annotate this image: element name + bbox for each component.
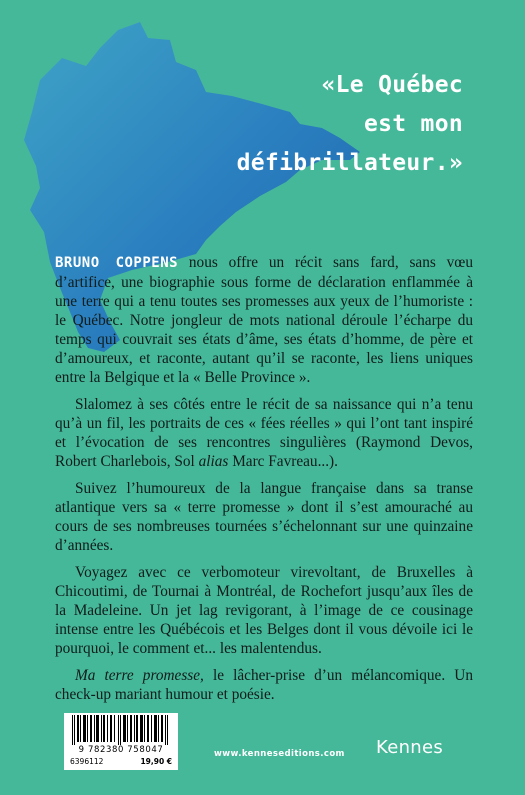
barcode-label [64,713,178,770]
barcode-codeline [70,757,172,766]
quote-line-2: est mon [363,111,463,137]
isbn-number: 9 782380 758047 [78,745,164,755]
book-title: Ma terre promesse, [75,667,204,684]
barcode-graphic [72,715,170,745]
author-name: BRUNO COPPENS [55,255,179,271]
paragraph-4: Voyagez avec ce verbomoteur virevoltant, de Bruxelles à Chicoutimi, de Tournai à Montréal, de Rochefort jusqu’aux îles de la Madeleine. Un jet lag revigorant, à l’image de ce cousinage intense entre les Québécois et les Belges dont il vous dévoile ici le pourquoi, le comment et... les malentendus. [55,564,473,657]
paragraph-3: Suivez l’humoureux de la langue française dans sa transe atlantique vers sa « terre promesse » dont il s’est amouraché au cours de ses nombreuses tournées s’échelonnant sur une quinzaine d’années. [55,480,473,554]
product-code: 6396112 [70,757,104,766]
blurb-text [55,253,473,712]
quote-line-3: défibrillateur.» [236,150,463,176]
publisher-website: www.kenneseditions.com [214,749,345,759]
paragraph-5: Ma terre promesse, le lâcher-prise d’un mélancomique. Un check-up mariant humour et poésie. [55,667,473,703]
publisher-logo: Kennes [376,737,444,758]
quote-line-1: «Le Québec [321,72,463,98]
paragraph-2: Slalomez à ses côtés entre le récit de sa naissance qui n’a tenu qu’à un fil, les portraits de ces « fées réelles » qui l’ont tant inspiré et l’évocation de ses rencontres singulières (Raymond Devos, Robert Charlebois, Sol alias Marc Favreau...). [55,396,473,470]
paragraph-1: BRUNO COPPENS nous offre un récit sans fard, sans vœu d’artifice, une biographie sous forme de déclaration enflammée à une terre qui a tenu toutes ses promesses aux yeux de l’humoriste : le Québec. Notre jongleur de mots national déroule l’écharpe du temps qui couvrait ses états d’âme, ses états d’homme, de père et d’amoureux, et raconte, autant qu’il se raconte, les liens uniques entre la Belgique et la « Belle Province ». [55,254,473,386]
price: 19,90 € [140,757,172,766]
pull-quote [237,66,463,183]
